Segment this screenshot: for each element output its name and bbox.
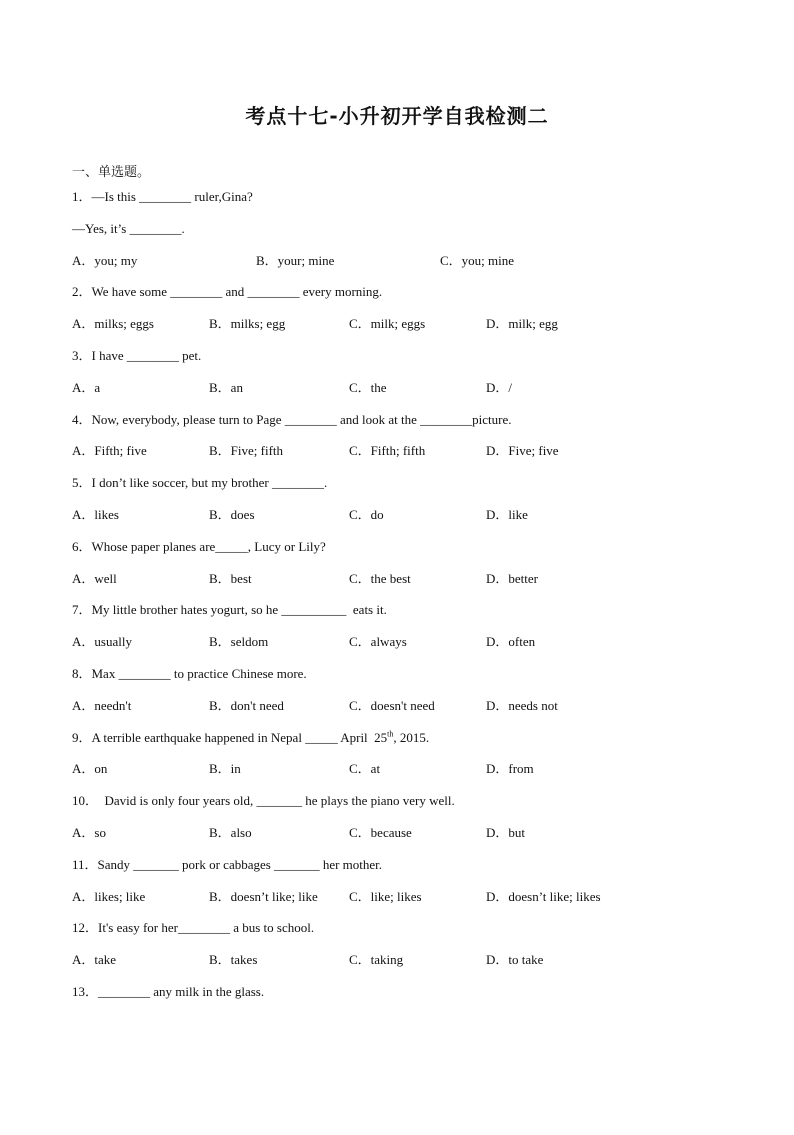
- option-a[interactable]: A．Fifth; five: [72, 443, 147, 459]
- option-row: [72, 690, 732, 722]
- option-d[interactable]: D．often: [486, 634, 536, 650]
- option-b[interactable]: B．Five; fifth: [209, 443, 284, 459]
- option-b[interactable]: B．an: [209, 379, 243, 395]
- question-stem: 10． David is only four years old, _______ he plays the piano very well.: [72, 793, 455, 809]
- option-b[interactable]: B．takes: [209, 952, 258, 968]
- option-row: [72, 372, 732, 404]
- question-stem: 6．Whose paper planes are_____, Lucy or Lily?: [72, 538, 326, 554]
- option-a[interactable]: A．needn't: [72, 697, 132, 713]
- question-stem-reply: —Yes, it’s ________.: [72, 220, 185, 236]
- option-c[interactable]: C．always: [349, 634, 407, 650]
- option-b[interactable]: B．milks; egg: [209, 316, 286, 332]
- option-b[interactable]: B．also: [209, 824, 252, 840]
- option-c[interactable]: C．the: [349, 379, 387, 395]
- option-c[interactable]: C．the best: [349, 570, 411, 586]
- option-b[interactable]: B．your; mine: [256, 252, 335, 268]
- option-a[interactable]: A．on: [72, 761, 108, 777]
- option-c[interactable]: C．do: [349, 506, 384, 522]
- question-stem: 2．We have some ________ and ________ every morning.: [72, 284, 383, 300]
- option-row: [72, 499, 732, 531]
- section-heading: 一、单选题。: [72, 165, 151, 180]
- option-row: [72, 753, 732, 785]
- option-c[interactable]: C．you; mine: [440, 252, 515, 268]
- option-d[interactable]: D．better: [486, 570, 538, 586]
- question-stem: 3．I have ________ pet.: [72, 347, 202, 363]
- option-d[interactable]: D．from: [486, 761, 534, 777]
- question-stem: 7．My little brother hates yogurt, so he __________ eats it.: [72, 602, 387, 618]
- option-row: [72, 881, 732, 913]
- question-stem: [72, 722, 732, 754]
- option-a[interactable]: A．so: [72, 824, 106, 840]
- question-stem: 5．I don’t like soccer, but my brother ________.: [72, 475, 328, 491]
- option-a[interactable]: A．usually: [72, 634, 132, 650]
- option-b[interactable]: B．don't need: [209, 697, 284, 713]
- option-d[interactable]: D．/: [486, 379, 513, 395]
- option-b[interactable]: B．seldom: [209, 634, 269, 650]
- option-row: [72, 563, 732, 595]
- question-stem: 8．Max ________ to practice Chinese more.: [72, 665, 307, 681]
- question-list: [72, 181, 732, 1008]
- option-d[interactable]: D．needs not: [486, 697, 558, 713]
- option-a[interactable]: A．well: [72, 570, 117, 586]
- ordinal-suffix: th: [387, 729, 394, 739]
- option-c[interactable]: C．milk; eggs: [349, 316, 426, 332]
- option-b[interactable]: B．does: [209, 506, 255, 522]
- question-stem: 12．It's easy for her________ a bus to school.: [72, 920, 315, 936]
- option-a[interactable]: A．milks; eggs: [72, 316, 154, 332]
- page-title: 考点十七-小升初开学自我检测二: [245, 104, 549, 128]
- option-row: [72, 817, 732, 849]
- option-a[interactable]: A．likes: [72, 506, 119, 522]
- option-c[interactable]: C．like; likes: [349, 888, 422, 904]
- question-stem: 4．Now, everybody, please turn to Page ________ and look at the ________picture.: [72, 411, 512, 427]
- question-stem-text-end: , 2015.: [393, 729, 430, 745]
- option-a[interactable]: A．take: [72, 952, 117, 968]
- option-c[interactable]: C．doesn't need: [349, 697, 435, 713]
- option-d[interactable]: D．but: [486, 824, 526, 840]
- option-row: [72, 435, 732, 467]
- option-d[interactable]: D．doesn’t like; likes: [486, 888, 601, 904]
- option-row: [72, 944, 732, 976]
- option-a[interactable]: A．you; my: [72, 252, 138, 268]
- question-stem-text: 9．A terrible earthquake happened in Nepal _____ April 25: [72, 729, 388, 745]
- option-a[interactable]: A．likes; like: [72, 888, 146, 904]
- option-c[interactable]: C．at: [349, 761, 381, 777]
- option-d[interactable]: D．to take: [486, 952, 544, 968]
- option-c[interactable]: C．taking: [349, 952, 404, 968]
- option-d[interactable]: D．milk; egg: [486, 316, 558, 332]
- option-b[interactable]: B．in: [209, 761, 241, 777]
- question-stem: 11．Sandy _______ pork or cabbages _______ her mother.: [72, 856, 383, 872]
- option-row: [72, 308, 732, 340]
- option-b[interactable]: B．best: [209, 570, 252, 586]
- question-stem: 1．—Is this ________ ruler,Gina?: [72, 189, 253, 204]
- option-c[interactable]: C．Fifth; fifth: [349, 443, 426, 459]
- option-c[interactable]: C．because: [349, 824, 412, 840]
- option-row: [72, 245, 732, 277]
- question-stem: 13．________ any milk in the glass.: [72, 983, 265, 999]
- option-b[interactable]: B．doesn’t like; like: [209, 888, 318, 904]
- option-row: [72, 626, 732, 658]
- option-d[interactable]: D．like: [486, 506, 528, 522]
- option-d[interactable]: D．Five; five: [486, 443, 559, 459]
- option-a[interactable]: A．a: [72, 379, 101, 395]
